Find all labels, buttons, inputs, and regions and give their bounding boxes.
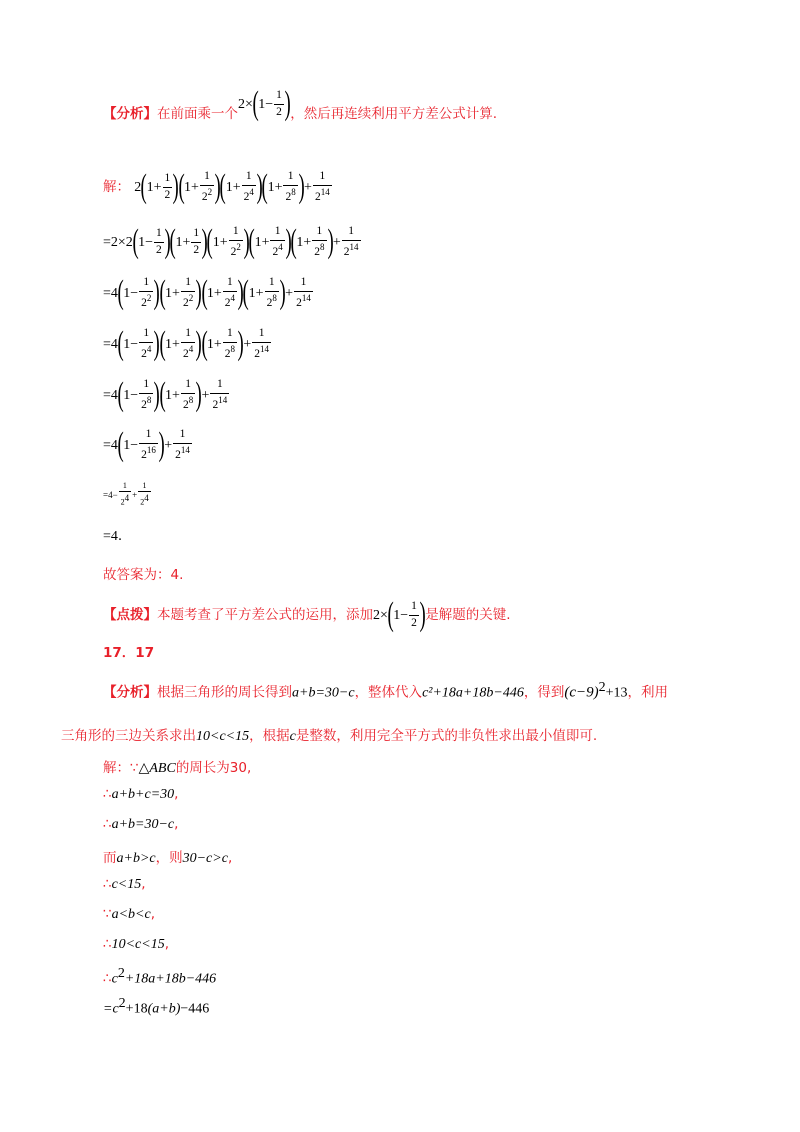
- question-17-header: 17．17: [103, 645, 155, 661]
- solution-2-line-4: ∴c<15,: [103, 876, 146, 892]
- solution-2-line-0: 解：∵△ABC的周长为30,: [103, 760, 252, 776]
- analysis-text-a: 在前面乘一个: [157, 106, 238, 122]
- factor-expression-2: 2×(1− $\frac{1}{2}$ ): [373, 596, 426, 633]
- factor-expression: 2×(1− $\frac{1}{2}$ ): [238, 85, 291, 122]
- solution-step-6: =4− $\frac{1}{2^4}$ + $\frac{1}{2^4}$: [103, 481, 149, 507]
- analysis-1-line: [103, 85, 498, 122]
- solution-2-line-8: $=c^2+18(a+b)-446$: [103, 996, 210, 1017]
- solution-step-4: =4(1− $\frac{1}{2^8}$ )(1+ $\frac{1}{2^8}$ )+ $\frac{1}{2^{14}}$: [103, 376, 228, 413]
- analysis-2-line-2: 三角形的三边关系求出10<c<15，根据c是整数，利用完全平方式的非负性求出最小值即可.: [61, 728, 598, 744]
- answer-line: 故答案为：4.: [103, 567, 184, 583]
- solution-step-5: =4(1− $\frac{1}{2^{16}}$ )+ $\frac{1}{2^{14}}$: [103, 426, 190, 463]
- half-fraction: $\frac{1}{2}$: [276, 89, 282, 118]
- analysis-text-b: ，然后再连续利用平方差公式计算.: [290, 106, 498, 122]
- solution-step-7: =4.: [103, 528, 123, 544]
- solution-step-1: =2×2(1− $\frac{1}{2}$ )(1+ $\frac{1}{2}$ )(1+ $\frac{1}{2^2}$ )(1+ $\frac{1}{2^4}$ )(1+ $\frac{1}{2^8}$ )+ $\frac{1}{2^{14}}$: [103, 223, 359, 260]
- analysis-2-line-1: 【分析】根据三角形的周长得到a+b=30−c，整体代入c²+18a+18b−446，得到$(c-9)^2+13$，利用: [103, 680, 669, 701]
- solution-2-line-2: ∴a+b=30−c,: [103, 816, 179, 832]
- solution-2-line-7: $\therefore c^2+18a+18b-446$: [103, 966, 217, 987]
- solution-2-line-1: ∴a+b+c=30,: [103, 786, 179, 802]
- solution-2-line-5: ∵a<b<c,: [103, 906, 155, 922]
- hint-line: 【点拨】本题考查了平方差公式的运用，添加2×(1− $\frac{1}{2}$ )是解题的关键.: [103, 596, 511, 633]
- solution-step-3: =4(1− $\frac{1}{2^4}$ )(1+ $\frac{1}{2^4}$ )(1+ $\frac{1}{2^8}$ )+ $\frac{1}{2^{14}}$: [103, 325, 269, 362]
- solution-step-2: =4(1− $\frac{1}{2^2}$ )(1+ $\frac{1}{2^2}$ )(1+ $\frac{1}{2^4}$ )(1+ $\frac{1}{2^8}$ )+ $\frac{1}{2^{14}}$: [103, 274, 311, 311]
- solution-step-0: 解： 2(1+ $\frac{1}{2}$ )(1+ $\frac{1}{2^2}$ )(1+ $\frac{1}{2^4}$ )(1+ $\frac{1}{2^8}$ )+ $\frac{1}{2^{14}}$: [103, 168, 330, 205]
- solution-label: 解：: [103, 179, 130, 195]
- analysis-tag: 【分析】: [103, 106, 157, 122]
- solution-2-line-3: 而a+b>c，则30−c>c,: [103, 850, 233, 866]
- solution-2-line-6: ∴10<c<15,: [103, 936, 169, 952]
